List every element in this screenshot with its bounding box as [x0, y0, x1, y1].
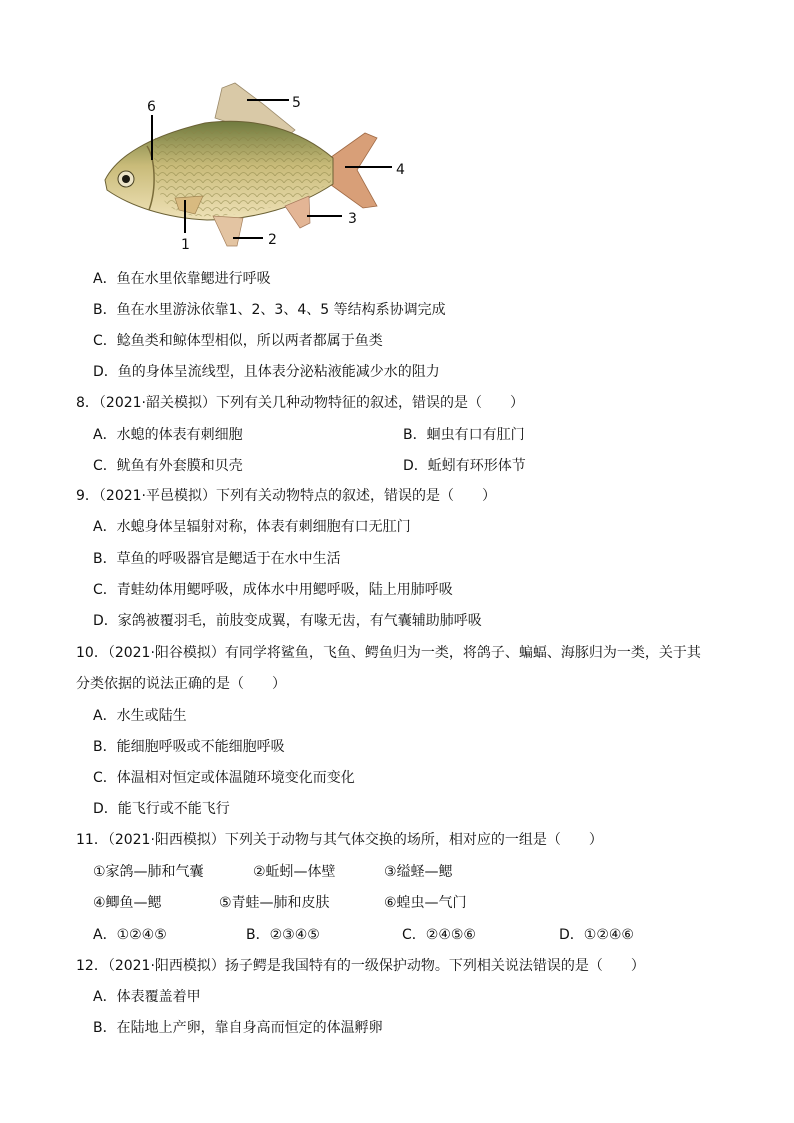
q7-option-d: D．鱼的身体呈流线型，且体表分泌粘液能减少水的阻力: [93, 364, 440, 380]
figure-label-5: 5: [292, 95, 301, 111]
q11-stem: 11．（2021·阳西模拟）下列关于动物与其气体交换的场所，相对应的一组是（ ）: [76, 832, 603, 848]
q9-option-a: A．水螅身体呈辐射对称，体表有刺细胞有口无肛门: [93, 519, 411, 535]
q11-option-d: D．①②④⑥: [559, 927, 634, 943]
q10-option-c: C．体温相对恒定或体温随环境变化而变化: [93, 770, 355, 786]
q10-option-a: A．水生或陆生: [93, 708, 187, 724]
figure-label-3: 3: [348, 211, 357, 227]
q8-option-c: C．鱿鱼有外套膜和贝壳: [93, 458, 243, 474]
q8-option-b: B．蛔虫有口有肛门: [403, 427, 525, 443]
q10-stem-line1: 10．（2021·阳谷模拟）有同学将鲨鱼，飞鱼、鳄鱼归为一类，将鸽子、蝙蝠、海豚归为一类，关于其: [76, 645, 701, 661]
q11-item-6: ⑥蝗虫—气门: [384, 895, 467, 911]
q10-stem-line2: 分类依据的说法正确的是（ ）: [76, 676, 286, 692]
q7-option-b: B．鱼在水里游泳依靠1、2、3、4、5 等结构系协调完成: [93, 302, 446, 318]
q12-option-a: A．体表覆盖着甲: [93, 989, 201, 1005]
q11-item-2: ②蚯蚓—体壁: [253, 864, 336, 880]
q7-option-c: C．鲶鱼类和鲸体型相似，所以两者都属于鱼类: [93, 333, 383, 349]
q8-option-a: A．水螅的体表有刺细胞: [93, 427, 243, 443]
fish-figure: [95, 78, 425, 258]
q10-option-d: D．能飞行或不能飞行: [93, 801, 230, 817]
pelvic-fin: [213, 216, 243, 246]
q11-option-b: B．②③④⑤: [246, 927, 320, 943]
q12-stem: 12．（2021·阳西模拟）扬子鳄是我国特有的一级保护动物。下列相关说法错误的是（ ）: [76, 958, 645, 974]
q9-option-d: D．家鸽被覆羽毛，前肢变成翼，有喙无齿，有气囊辅助肺呼吸: [93, 613, 482, 629]
tail-fin: [327, 133, 377, 208]
q11-item-5: ⑤青蛙—肺和皮肤: [219, 895, 330, 911]
q12-option-b: B．在陆地上产卵，靠自身高而恒定的体温孵卵: [93, 1020, 383, 1036]
q9-option-b: B．草鱼的呼吸器官是鳃适于在水中生活: [93, 551, 341, 567]
q11-option-a: A．①②④⑤: [93, 927, 167, 943]
q11-item-1: ①家鸽—肺和气囊: [93, 864, 204, 880]
figure-label-1: 1: [181, 237, 190, 253]
q10-option-b: B．能细胞呼吸或不能细胞呼吸: [93, 739, 285, 755]
figure-label-2: 2: [268, 232, 277, 248]
q9-stem: 9．（2021·平邑模拟）下列有关动物特点的叙述，错误的是（ ）: [76, 488, 496, 504]
figure-label-4: 4: [396, 162, 405, 178]
q11-option-c: C．②④⑤⑥: [402, 927, 476, 943]
q8-stem: 8．（2021·韶关模拟）下列有关几种动物特征的叙述，错误的是（ ）: [76, 395, 524, 411]
q11-item-3: ③缢蛏—鳃: [384, 864, 453, 880]
q9-option-c: C．青蛙幼体用鳃呼吸，成体水中用鳃呼吸，陆上用肺呼吸: [93, 582, 453, 598]
q8-option-d: D．蚯蚓有环形体节: [403, 458, 526, 474]
q11-item-4: ④鲫鱼—鳃: [93, 895, 162, 911]
q7-option-a: A．鱼在水里依靠鳃进行呼吸: [93, 271, 271, 287]
figure-label-6: 6: [147, 99, 156, 115]
